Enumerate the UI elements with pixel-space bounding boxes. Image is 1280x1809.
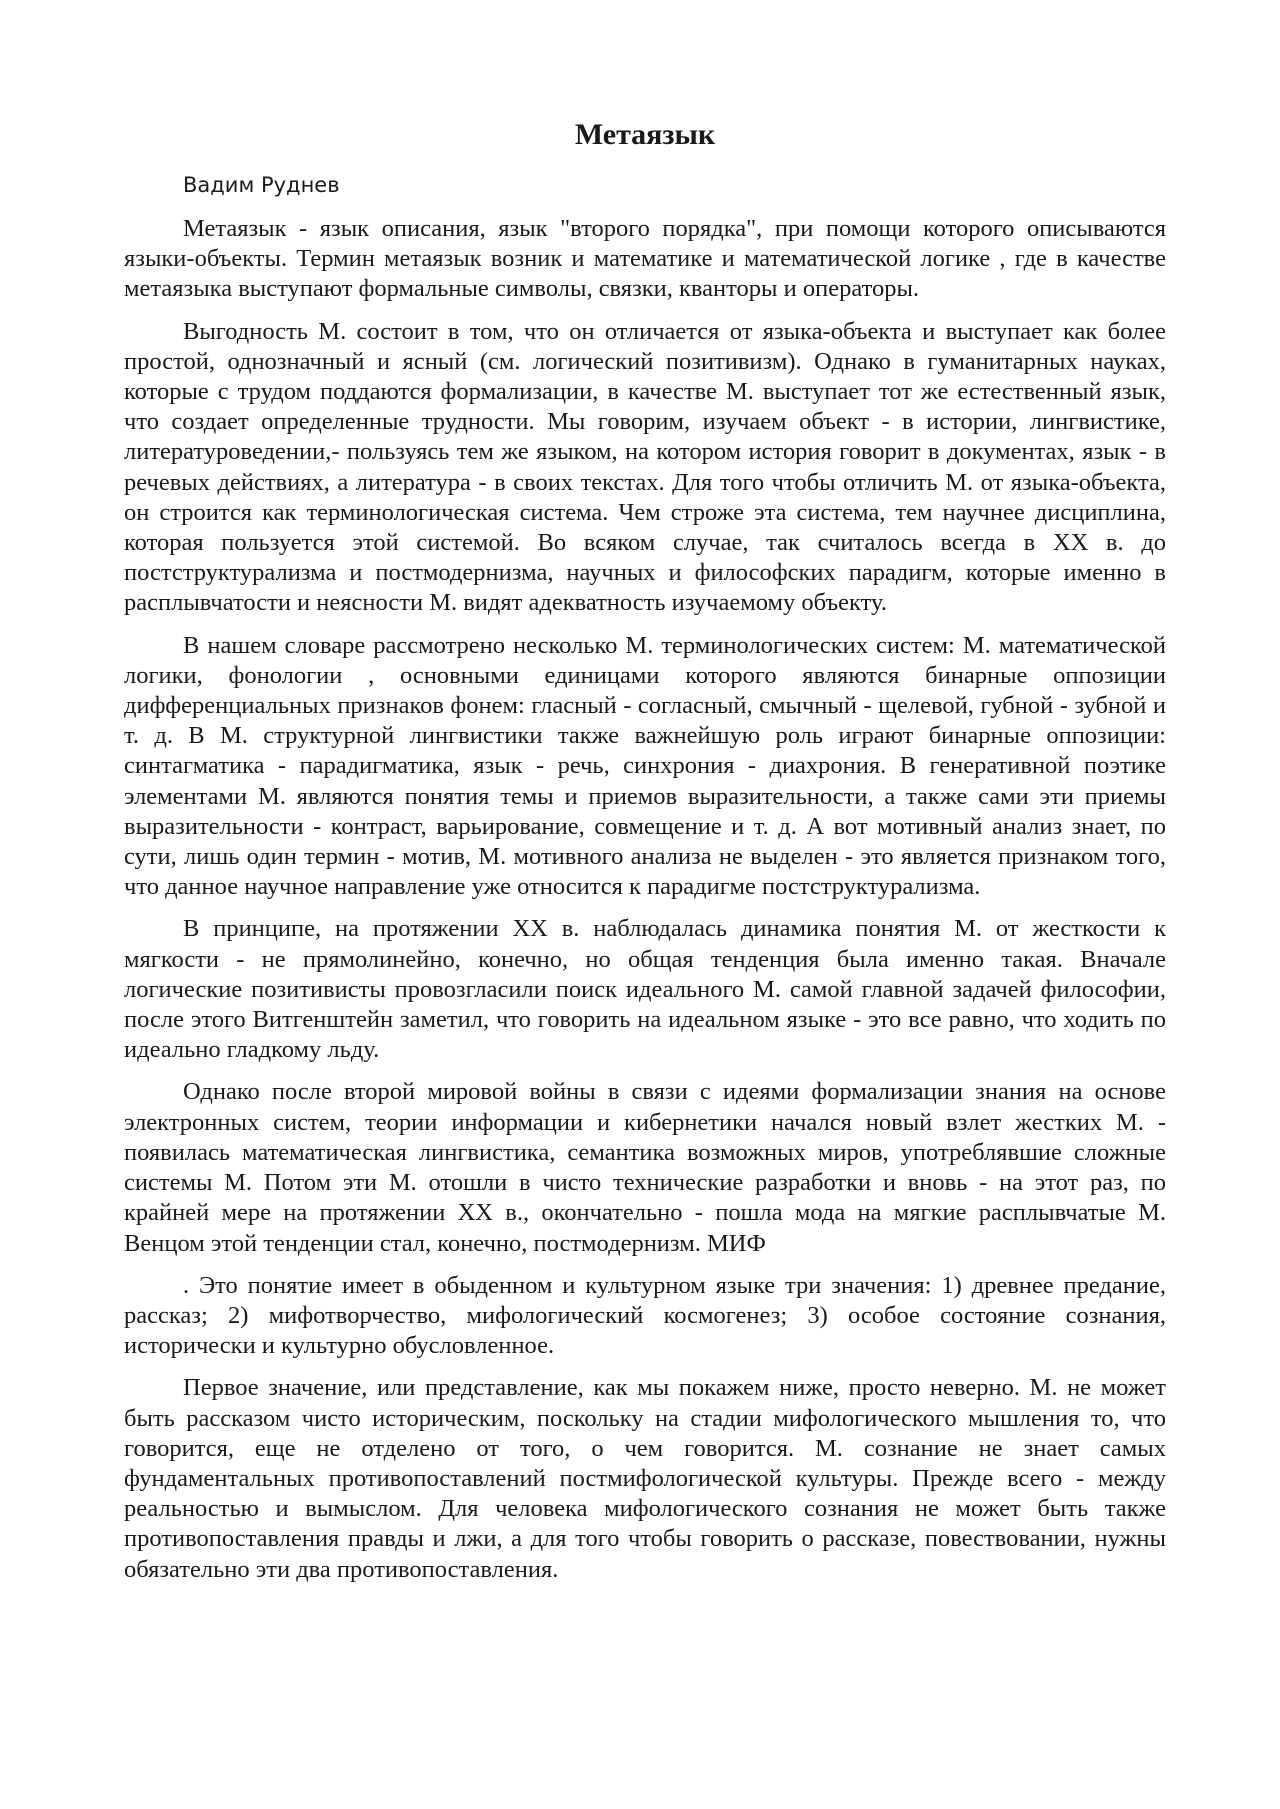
paragraph-7: Первое значение, или представление, как мы покажем ниже, просто неверно. М. не может быть рассказом чисто историческим, поскольку на стадии мифологического мышления то, что говорится, еще не отделено от того, о чем говорится. М. сознание не знает самых фундаментальных противопоставлений постмифологической культуры. Прежде всего - между реальностью и вымыслом. Для человека мифологического сознания не может быть также противопоставления правды и лжи, а для того чтобы говорить о рассказе, повествовании, нужны обязательно эти два противопоставления.	[124, 1374, 1166, 1583]
paragraph-4: В принципе, на протяжении XX в. наблюдалась динамика понятия М. от жесткости к мягкости - не прямолинейно, конечно, но общая тенденция была именно такая. Вначале логические позитивисты провозгласили поиск идеального М. самой главной задачей философии, после этого Витгенштейн заметил, что говорить на идеальном языке - это все равно, что ходить по идеально гладкому льду.	[124, 915, 1166, 1064]
page-title: Метаязык	[574, 118, 716, 151]
paragraph-3: В нашем словаре рассмотрено несколько М. терминологических систем: М. математической логики, фонологии , основными единицами которого являются бинарные оппозиции дифференциальных признаков фонем: гласный - согласный, смычный - щелевой, губной - зубной и т. д. В М. структурной лингвистики также важнейшую роль играют бинарные оппозиции: синтагматика - парадигматика, язык - речь, синхрония - диахрония. В генеративной поэтике элементами М. являются понятия темы и приемов выразительности, а также сами эти приемы выразительности - контраст, варьирование, совмещение и т. д. А вот мотивный анализ знает, по сути, лишь один термин - мотив, М. мотивного анализа не выделен - это является признаком того, что данное научное направление уже относится к парадигме постструктурализма.	[124, 631, 1166, 901]
author-name: Вадим Руднев	[183, 173, 340, 197]
paragraph-1: Метаязык - язык описания, язык "второго порядка", при помощи которого описываются языки-объекты. Термин метаязык возник и математике и математической логике , где в качестве метаязыка выступают формальные символы, связки, кванторы и операторы.	[124, 215, 1166, 303]
paragraph-5: Однако после второй мировой войны в связи с идеями формализации знания на основе электронных систем, теории информации и кибернетики начался новый взлет жестких М. - появилась математическая лингвистика, семантика возможных миров, употреблявшие сложные системы М. Потом эти М. отошли в чисто технические разработки и вновь - на этот раз, по крайней мере на протяжении XX в., окончательно - пошла мода на мягкие расплывчатые М. Венцом этой тенденции стал, конечно, постмодернизм. МИФ	[124, 1078, 1166, 1257]
document-page	[124, 118, 1166, 1597]
paragraph-2: Выгодность М. состоит в том, что он отличается от языка-объекта и выступает как более простой, однозначный и ясный (см. логический позитивизм). Однако в гуманитарных науках, которые с трудом поддаются формализации, в качестве М. выступает тот же естественный язык, что создает определенные трудности. Мы говорим, изучаем объект - в истории, лингвистике, литературоведении,- пользуясь тем же языком, на котором история говорит в документах, язык - в речевых действиях, а литература - в своих текстах. Для того чтобы отличить М. от языка-объекта, он строится как терминологическая система. Чем строже эта система, тем научнее дисциплина, которая пользуется этой системой. Во всяком случае, так считалось всегда в XX в. до постструктурализма и постмодернизма, научных и философских парадигм, которые именно в расплывчатости и неясности М. видят адекватность изучаемому объекту.	[124, 317, 1166, 617]
paragraph-6: . Это понятие имеет в обыденном и культурном языке три значения: 1) древнее предание, рассказ; 2) мифотворчество, мифологический космогенез; 3) особое состояние сознания, исторически и культурно обусловленное.	[124, 1271, 1166, 1360]
